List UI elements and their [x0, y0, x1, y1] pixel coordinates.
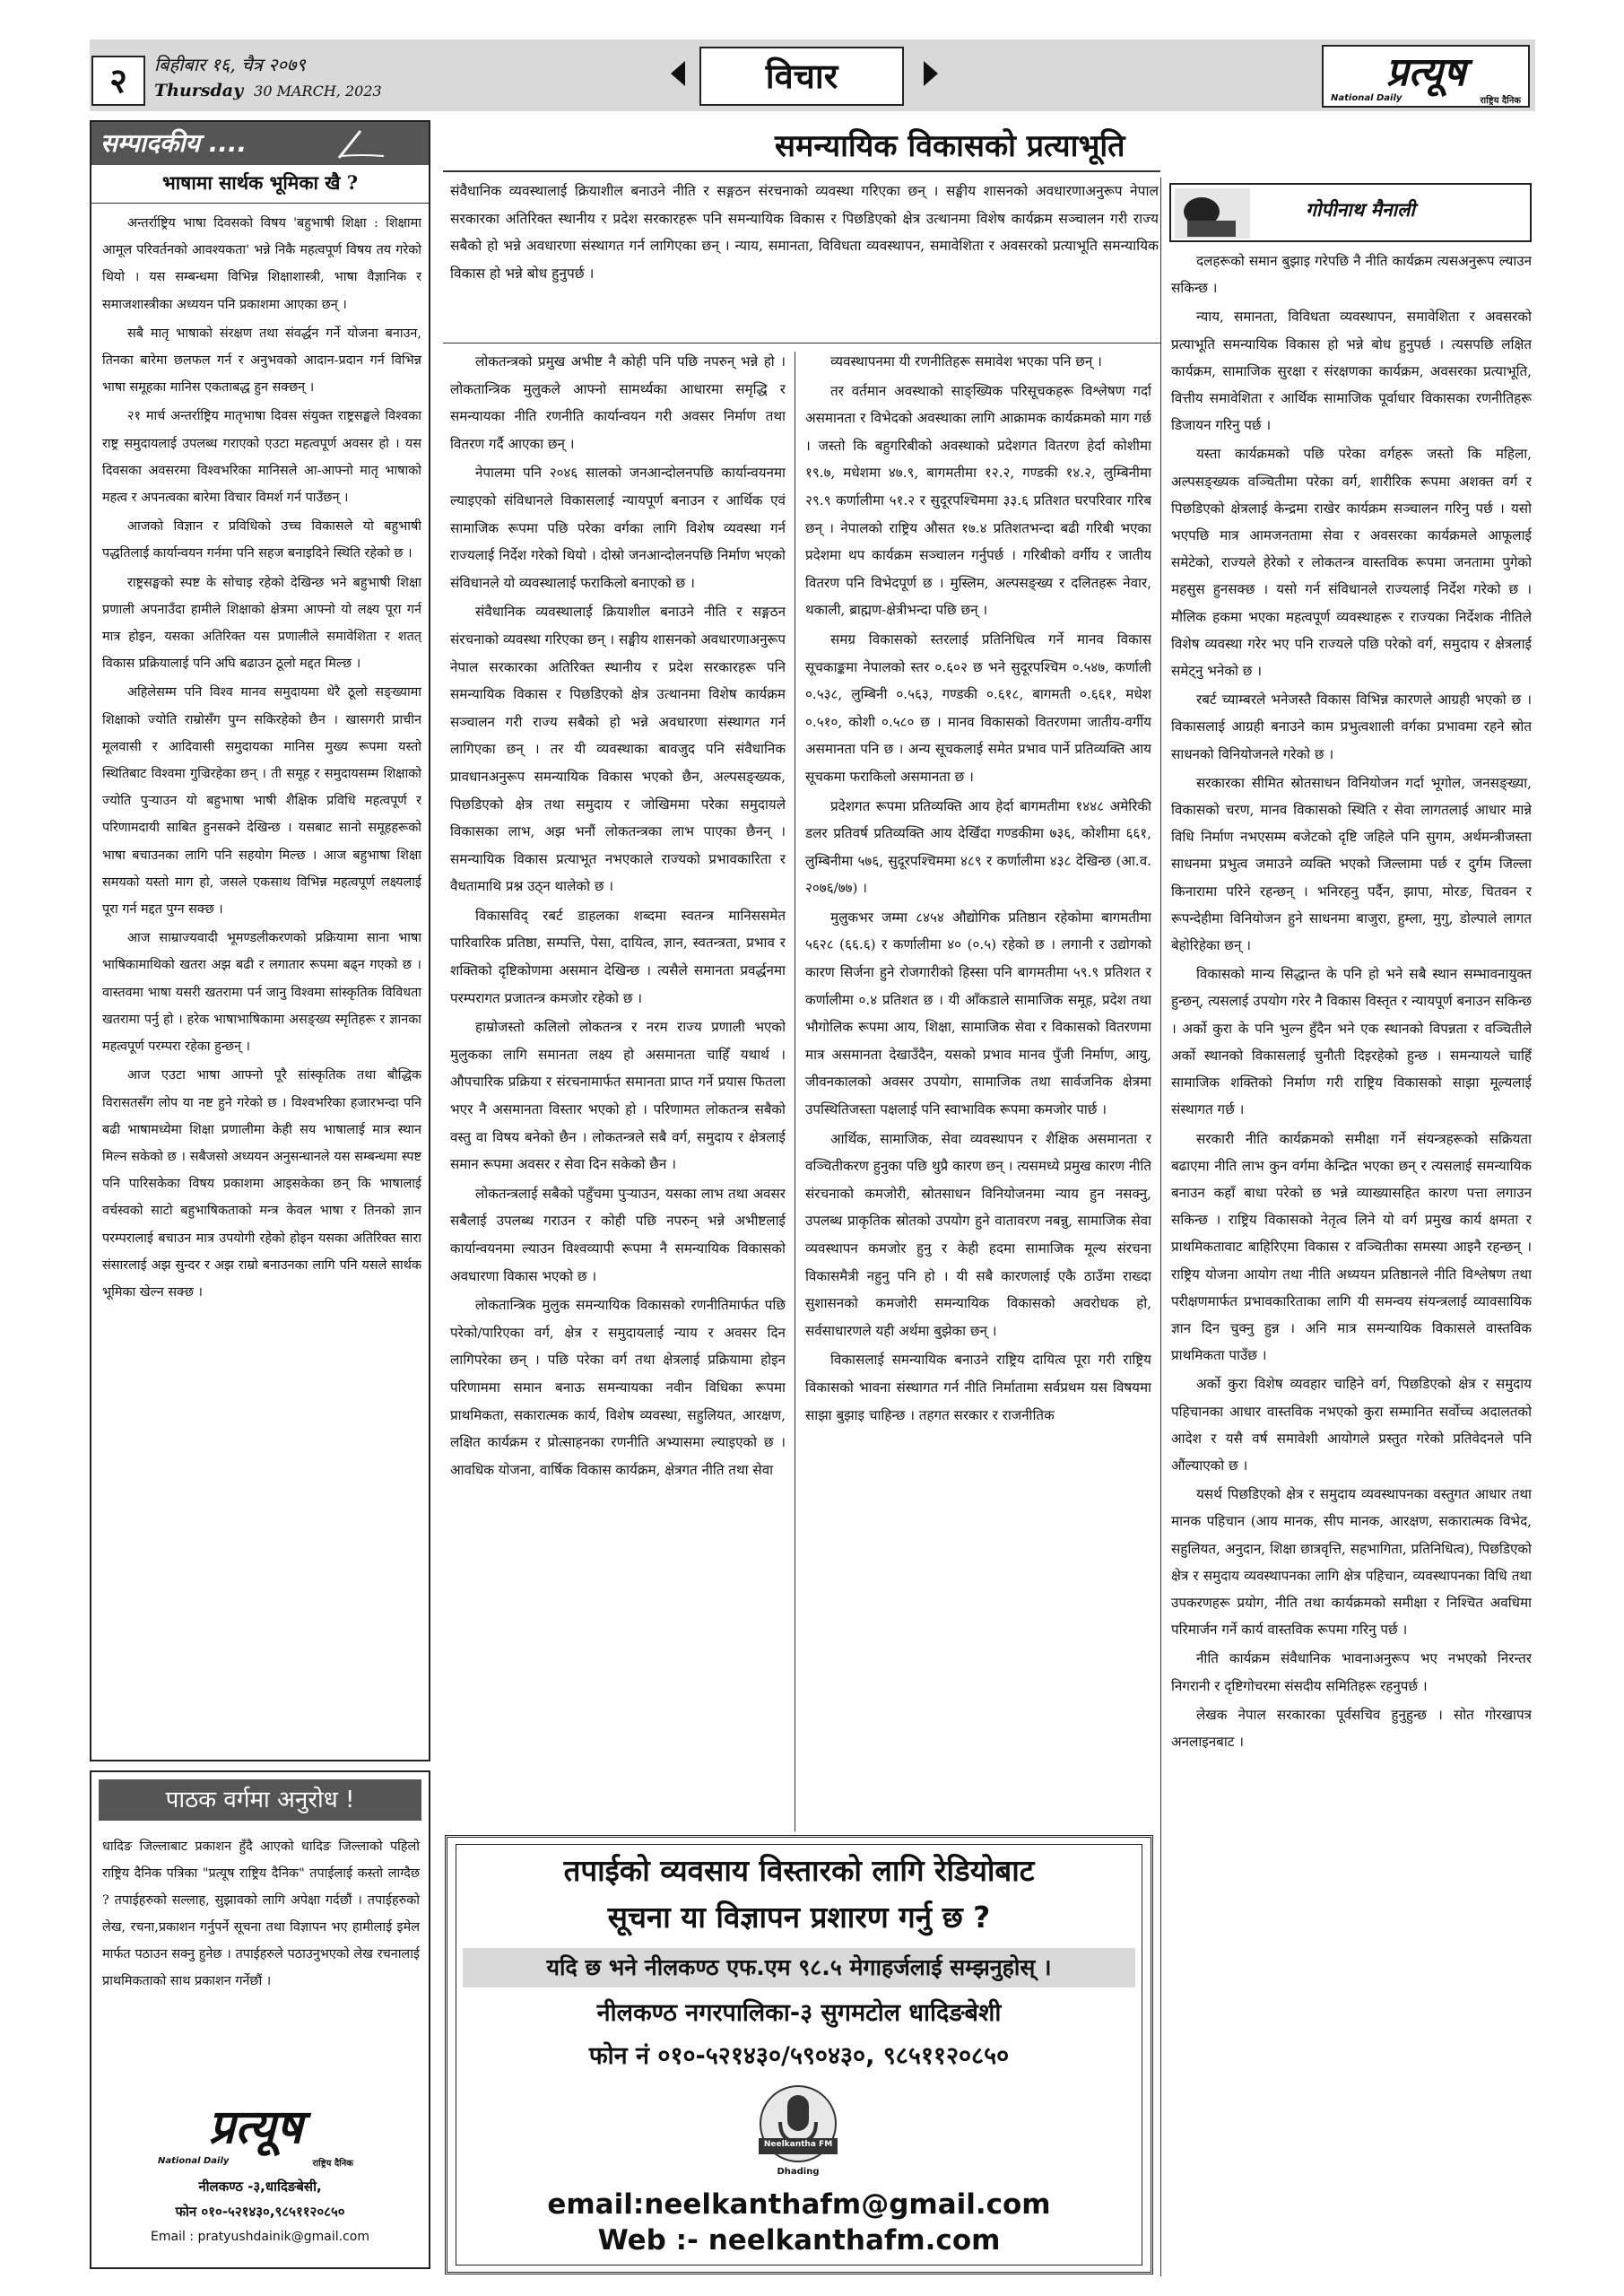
- advert-line-1: तपाईको व्यवसाय विस्तारको लागि रेडियोबाट: [563, 1853, 1035, 1888]
- advert-web[interactable]: Web :- neelkanthafm.com: [597, 2224, 1001, 2257]
- editorial-paragraph: आजको विज्ञान र प्रविधिको उच्च विकासले यो बहुभाषी पद्धतिलाई कार्यान्वयन गर्नमा पनि सहज बनाइदिने स्थिति रहेको छ ।: [102, 519, 421, 561]
- section-right-arrow: [924, 61, 938, 90]
- section-left-arrow: [671, 61, 685, 90]
- article-paragraph: नीति कार्यक्रम संवैधानिक भावनाअनुरूप भए नभएको निरन्तर निगरानी र दृष्टिगोचरमा संसदीय समितिहरू रहनुपर्छ ।: [1171, 1650, 1532, 1694]
- reader-request-text: धादिङ जिल्लाबाट प्रकाशन हुँदै आएको धादिङ जिल्लाको पहिलो राष्ट्रिय दैनिक पत्रिका "प्रत्यूष राष्ट्रिय दैनिक" तपाईलाई कस्तो लाग्दैछ ? तपाईहरुको सल्लाह, सुझावको लागि अपेक्षा गर्दछौं । तपाईहरुको लेख, रचना,प्रकाशन गर्नुपर्ने सूचना तथा विज्ञापन भए हामीलाई इमेल मार्फत पठाउन सक्नु हुनेछ । तपाईहरुले पठाउनुभएको लेख रचनालाई प्राथमिकताको साथ प्रकाशन गर्नेछौं ।: [102, 1839, 420, 1988]
- article-paragraph: विकासविद् रबर्ट डाहलका शब्दमा स्वतन्त्र मानिससमेत पारिवारिक प्रतिष्ठा, सम्पत्ति, पेसा, दायित्व, ज्ञान, स्वतन्त्रता, प्रभाव र शक्तिको दृष्टिकोणमा असमान देखिन्छ । त्यसैले समानता प्रवर्द्धनमा परम्परागत प्रजातन्त्र कमजोर रहेको छ ।: [450, 907, 786, 1006]
- editorial-paragraph: आज साम्राज्यवादी भूमण्डलीकरणको प्रक्रियामा साना भाषा भाषिकामाथिको खतरा अझ बढी र लगातार रूपमा बढ्न गएको छ । वास्तवमा भाषा यसरी खतरामा पर्न जानु विश्वमा सांस्कृतिक विविधता खतरामा पर्नु हो । हरेक भाषाभाषिकामा असङ्ख्य स्मृतिहरू र ज्ञानका महत्वपूर्ण परम्परा रहेका हुन्छन् ।: [102, 931, 421, 1055]
- advert-line-5: फोन नं ०१०-५२१४३०/५९०४३०, ९८५११२०८५०: [588, 2042, 1010, 2070]
- author-box: [1169, 183, 1532, 242]
- article-paragraph: न्याय, समानता, विविधता व्यवस्थापन, समावेशिता र अवसरको प्रत्याभूति समन्यायिक विकास हो भन्ने बोध हुनुपर्छ । त्यसपछि लक्षित कार्यक्रम, सामाजिक सुरक्षा र संरक्षणका कार्यक्रम, अवसरका प्रत्याभूति, वित्तीय समावेशिता र आर्थिक सामाजिक पूर्वाधार विकासका रणनीतिहरू डिजायन गरिनु पर्छ ।: [1171, 309, 1532, 434]
- article-paragraph: मुलुकभर जम्मा ८४५४ औद्योगिक प्रतिष्ठान रहेकोमा बागमतीमा ५६२८ (६६.६) र कर्णालीमा ४० (०.५) रहेको छ । लगानी र उद्योगको कारण सिर्जना हुने रोजगारीको हिस्सा पनि बागमतीमा ५९.९ प्रतिशत र कर्णालीमा ०.४ प्रतिशत छ । यी आँकडाले सामाजिक समूह, प्रदेश तथा भौगोलिक रूपमा आय, शिक्षा, सामाजिक सेवा र विकासको वितरणमा मात्र असमानता देखाउँदैन, यसको प्रभाव मानव पुँजी निर्माण, आयु, जीवनकालको अवसर उपयोग, सामाजिक तथा सार्वजनिक क्षेत्रमा उपस्थितिजस्ता पक्षलाई पनि स्वाभाविक रूपमा कमजोर पार्छ ।: [805, 909, 1151, 1118]
- reader-request-banner: पाठक वर्गमा अनुरोध !: [99, 1779, 421, 1821]
- article-paragraph: व्यवस्थापनमा यी रणनीतिहरू समावेश भएका पनि छन् ।: [830, 353, 1102, 370]
- article-lead: संवैधानिक व्यवस्थालाई क्रियाशील बनाउने नीति र सङ्गठन संरचनाको व्यवस्था गरिएका छन् । सङ्घीय शासनको अवधारणाअनुरूप नेपाल सरकारका अतिरिक्त स्थानीय र प्रदेश सरकारहरू पनि समन्यायिक विकास र पिछडिएको क्षेत्र उत्थानमा विशेष कार्यक्रम सञ्चालन गरी राज्य सबैको हो भन्ने अवधारणा संस्थागत गर्न लागिएका छन् । न्याय, समानता, विविधता व्यवस्थापन, समावेशिता र अवसरको प्रत्याभूति समन्यायिक विकास हो भन्ने बोध हुनुपर्छ ।: [450, 183, 1159, 282]
- article-title: समन्यायिक विकासको प्रत्याभूति: [775, 128, 1125, 164]
- article-paragraph: प्रदेशगत रूपमा प्रतिव्यक्ति आय हेर्दा बागमतीमा १४४८ अमेरिकी डलर प्रतिवर्ष प्रतिव्यक्ति आय देखिँदा गण्डकीमा ७३६, कोशीमा ६६१, लुम्बिनीमा ५७६, सुदूरपश्चिममा ४८९ र कर्णालीमा ४३८ देखिन्छ (आ.व. २०७६/७७) ।: [805, 797, 1151, 897]
- logo-sub-left: National Daily: [158, 2156, 230, 2166]
- article-paragraph: लोकतान्त्रिक मुलुक समन्यायिक विकासको रणनीतिमार्फत पछि परेको/पारिएका वर्ग, क्षेत्र र समुदायलाई न्याय र अवसर दिन लागिपरेका छन् । पछि परेका वर्ग तथा क्षेत्रलाई प्रक्रियामा होइन परिणाममा समान बनाऊ समन्यायका नवीन विधिका रूपमा प्राथमिकता, सकारात्मक कार्य, विशेष व्यवस्था, सहुलियत, आरक्षण, लक्षित कार्यक्रम र प्रोत्साहनका रणनीति अभ्यासमा ल्याइएको छ । आवधिक योजना, वार्षिक विकास कार्यक्रम, क्षेत्रगत नीति तथा सेवा: [450, 1297, 786, 1478]
- article-paragraph: रबर्ट च्याम्बरले भनेजस्तै विकास विभिन्न कारणले आग्रही भएको छ । विकासलाई आग्रही बनाउने काम प्रभुत्वशाली वर्गका प्रभावमा रहने स्रोत साधनको विनियोजनले गरेको छ ।: [1171, 691, 1532, 762]
- column-divider-2: [1160, 178, 1161, 2276]
- logo-sub-right: राष्ट्रिय दैनिक: [1480, 96, 1521, 106]
- editorial-title: भाषामा सार्थक भूमिका खै ?: [161, 171, 358, 194]
- article-paragraph: विकासको मान्य सिद्धान्त के पनि हो भने सबै स्थान सम्भावनायुक्त हुन्छन्, त्यसलाई उपयोग गरेर नै विकास विस्तृत र न्यायपूर्ण बनाउन सकिन्छ । अर्को कुरा के पनि भुल्न हुँदैन भने एक स्थानको विपन्नता र वञ्चितीले अर्को स्थानको विकासलाई चुनौती दिइरहेको हुन्छ । समन्यायले चाहिँ सामाजिक शक्तिको निर्माण गरी राष्ट्रिय विकासको साझा मूल्यलाई संस्थागत गर्छ ।: [1171, 966, 1532, 1118]
- article-paragraph: संवैधानिक व्यवस्थालाई क्रियाशील बनाउने नीति र सङ्गठन संरचनाको व्यवस्था गरिएका छन् । सङ्घीय शासनको अवधारणाअनुरूप नेपाल सरकारका अतिरिक्त स्थानीय र प्रदेश सरकारहरू पनि समन्यायिक विकास र पिछडिएको क्षेत्र उत्थानमा विशेष कार्यक्रम सञ्चालन गरी राज्य सबैको हो भन्ने अवधारणा संस्थागत गर्न लागिएका छन् । तर यी व्यवस्थाका बावजुद पनि संवैधानिक प्रावधानअनुरूप समन्यायिक विकास भएको छैन, अल्पसङ्ख्यक, पिछडिएको क्षेत्र तथा समुदाय र जोखिममा परेका समुदायले विकासका लाभ, अझ भनौं लोकतन्त्रका लाभ पाएका छैनन् । समन्यायिक विकास प्रत्याभूत नभएकाले राज्यको प्रभावकारिता र वैधतामाथि प्रश्न उठ्न थालेको छ ।: [450, 604, 786, 895]
- article-paragraph: सरकारका सीमित स्रोतसाधन विनियोजन गर्दा भूगोल, जनसङ्ख्या, विकासको चरण, मानव विकासको स्थिति र सेवा लागतलाई आधार मान्ने विधि निर्माण नभएसम्म बजेटको दृष्टि जहिले पनि सुगम, अर्थमन्त्रीजस्ता साधनमा प्रभुत्व जमाउने व्यक्ति भएको जिल्लामा पर्छ र दुर्गम जिल्ला किनारामा परिने रहन्छन् । भनिरहनु पर्दैन, झापा, मोरङ, चितवन र रूपन्देहीमा विनियोजन हुने साधनमा बाजुरा, हुम्ला, मुगु, डोल्पाले लागत बेहोरिहेका छन् ।: [1171, 774, 1532, 954]
- section-title: विचार: [699, 47, 904, 106]
- radio-logo-sub: Dhading: [777, 2167, 820, 2177]
- page-number: २: [91, 56, 145, 106]
- reader-request-address: नीलकण्ठ -३,धादिङबेसी,: [198, 2179, 322, 2195]
- editorial-paragraph: २१ मार्च अन्तर्राष्ट्रिय मातृभाषा दिवस संयुक्त राष्ट्रसङ्घले विश्वका राष्ट्र समुदायलाई उपलब्ध गराएको एउटा महत्वपूर्ण अवसर हो । यस दिवसका अवसरमा विश्वभरिका मानिसले आ-आफ्नो मातृ भाषाको महत्व र अपनत्वका बारेमा विचार विमर्श गर्न पाउँछन् ।: [102, 409, 421, 506]
- article-paragraph: नेपालमा पनि २०४६ सालको जनआन्दोलनपछि कार्यान्वयनमा ल्याइएको संविधानले विकासलाई न्यायपूर्ण बनाउन र आर्थिक एवं सामाजिक रूपमा पछि परेका वर्गका लागि विशेष व्यवस्था गर्न राज्यलाई निर्देश गरेको थियो । दोस्रो जनआन्दोलनपछि निर्माण भएको संविधानले यो व्यवस्थालाई फराकिलो बनाएको छ ।: [450, 465, 786, 591]
- article-lead-rule: [443, 343, 1160, 344]
- editorial-paragraph: राष्ट्रसङ्घको स्पष्ट के सोचाइ रहेको देखिन्छ भने बहुभाषी शिक्षा प्रणाली अपनाउँदा हामीले शिक्षाको क्षेत्रमा आफ्नो यो लक्ष्य पूरा गर्न मात्र होइन, यसका अतिरिक्त यस प्रणालीले समावेशिता र शतत् विकास प्रक्रियालाई पनि अघि बढाउन ठूलो मद्दत मिल्छ ।: [102, 575, 421, 672]
- editorial-paragraph: सबै मातृ भाषाको संरक्षण तथा संवर्द्धन गर्ने योजना बनाउन, तिनका बारेमा छलफल गर्न र अनुभवको आदान-प्रदान गर्न विभिन्न भाषा समूहका मानिस एकताबद्ध हुन सक्छन् ।: [102, 326, 421, 396]
- article-title-rule: [443, 170, 1160, 172]
- article-paragraph: हाम्रोजस्तो कलिलो लोकतन्त्र र नरम राज्य प्रणाली भएको मुलुकका लागि समानता लक्ष्य हो असमानता चाहिँ यथार्थ । औपचारिक प्रक्रिया र संरचनामार्फत समानता प्राप्त गर्ने प्रयास फितला भएर नै असमानता विस्तार भएको हो । परिणामत लोकतन्त्र सबैको वस्तु वा विषय बनेको छैन । लोकतन्त्रले सबै वर्ग, समुदाय र क्षेत्रलाई समान रूपमा अवसर र सेवा दिन सकेको छैन ।: [450, 1019, 786, 1173]
- article-column-3: [1171, 248, 1532, 2283]
- article-paragraph: यसर्थ पिछडिएको क्षेत्र र समुदाय व्यवस्थापनका वस्तुगत आधार तथा मानक पहिचान (आय मानक, सीप मानक, आरक्षण, सकारात्मक विभेद, सहुलियत, अनुदान, शिक्षा छात्रवृत्ति, सहभागिता, प्रतिनिधित्व), पिछडिएको क्षेत्र र समुदाय व्यवस्थापनका लागि क्षेत्र पहिचान, व्यवस्थापनका विधि तथा उपकरणहरू प्रयोग, नीति तथा कार्यक्रमको समीक्षा र निश्चित अवधिमा परिमार्जन गर्ने कार्य वास्तविक रूपमा गरिनु पर्छ ।: [1171, 1486, 1532, 1639]
- editorial-banner-text: सम्पादकीय ....: [100, 128, 248, 158]
- logo-text: प्रत्यूष: [208, 2100, 303, 2154]
- author-name: गोपीनाथ मैनाली: [1306, 198, 1415, 221]
- article-column-2: [805, 348, 1151, 1828]
- pen-icon: [334, 127, 387, 161]
- date-english: [154, 81, 382, 100]
- editorial-title-rule: [91, 203, 429, 204]
- article-paragraph: लोकतन्त्रलाई सबैको पहुँचमा पुर्‍याउन, यसका लाभ तथा अवसर सबैलाई उपलब्ध गराउन र कोही पछि नपरुन् भन्ने अभीष्टलाई कार्यान्वयनमा ल्याउन विश्वव्यापी रूपमा नै समन्यायिक विकासको अवधारणा विकास भएको छ ।: [450, 1185, 786, 1284]
- editorial-paragraph: आज एउटा भाषा आफ्नो पूरै सांस्कृतिक तथा बौद्धिक विरासतसँग लोप या नष्ट हुने गरेको छ । विश्वभरिका हजारभन्दा पनि बढी भाषामध्येमा शिक्षा प्रणालीमा केही सय भाषालाई मात्र स्थान मिल्न सकेको छ । सबैजसो अध्ययन अनुसन्धानले यस सम्बन्धमा स्पष्ट पनि पारिसकेका विषय प्रकाशमा आइसकेका छन् कि भाषालाई वर्चस्वको साटो बहुभाषिकताको मन्त्र केवल भाषा र तिनको ज्ञान परम्परालाई बचाउन मात्र उपयोगी रहेको होइन यसका अतिरिक्त सारा संसारलाई अझ सुन्दर र अझ राम्रो बनाउनका लागि पनि यसले सार्थक भूमिका खेल्न सक्छ ।: [102, 1068, 421, 1300]
- article-paragraph: तर वर्तमान अवस्थाको साङ्ख्यिक परिसूचकहरू विश्लेषण गर्दा असमानता र विभेदको अवस्थाका लागि आक्रामक कार्यक्रमको माग गर्छ । जस्तो कि बहुगरिबीको अवस्थाको प्रदेशगत वितरण हेर्दा कोशीमा १९.७, मधेशमा ४७.९, बागमतीमा १२.२, गण्डकी १४.२, लुम्बिनीमा २९.९ कर्णालीमा ५१.२ र सुदूरपश्चिममा ३३.६ प्रतिशत घरपरिवार गरिब छन् । नेपालको राष्ट्रिय औसत १७.४ प्रतिशतभन्दा बढी गरिबी भएका प्रदेशमा थप कार्यक्रम सञ्चालन गर्नुपर्छ । गरिबीको वर्गीय र जातीय वितरण पनि विभेदपूर्ण छ । मुस्लिम, अल्पसङ्ख्य र दलितहरू नेवार, थकाली, ब्राह्मण-क्षेत्रीभन्दा पछि छन् ।: [805, 382, 1151, 619]
- article-paragraph: यस्ता कार्यक्रमको पछि परेका वर्गहरू जस्तो कि महिला, अल्पसङ्ख्यक वञ्चितीमा परेका वर्ग, शारीरिक रूपमा अशक्त वर्ग र पिछडिएको क्षेत्रलाई केन्द्रमा राखेर कार्यक्रम सञ्चालन गरिनु पर्छ । यसो भएपछि मात्र आमजनतामा सेवा र अवसरका कार्यक्रमले आफूलाई समेटेको, राज्यले हेरेको र लोकतन्त्र वास्तविक रूपमा जनतामा पुगेको महसुस हुनसक्छ । यसो गर्न संविधानले राज्यलाई निर्देश गरेको छ । मौलिक हकमा भएका महत्वपूर्ण व्यवस्थाहरू र राज्यका निर्देशक नीतिले विशेष व्यवस्था गरेर भए पनि राज्यले पछि परेको वर्ग, समुदाय र क्षेत्रलाई समेट्नु भनेको छ ।: [1171, 446, 1532, 680]
- article-paragraph: समग्र विकासको स्तरलाई प्रतिनिधित्व गर्ने मानव विकास सूचकाङ्कमा नेपालको स्तर ०.६०२ छ भने सुदूरपश्चिम ०.५४७, कर्णाली ०.५३८, लुम्बिनी ०.५६३, गण्डकी ०.६१८, बागमती ०.६६१, मधेश ०.५१०, कोशी ०.५८० छ । मानव विकासको वितरणमा जातीय-वर्गीय असमानता पनि छ । अन्य सूचकलाई समेत प्रभाव पार्ने प्रतिव्यक्ति आय सूचकमा फराकिलो असमानता छ ।: [805, 631, 1151, 785]
- editorial-paragraph: अन्तर्राष्ट्रिय भाषा दिवसको विषय 'बहुभाषी शिक्षा : शिक्षामा आमूल परिवर्तनको आवश्यकता' भन्ने निकै महत्वपूर्ण विषय तय गरेको थियो । यस सम्बन्धमा विभिन्न शिक्षाशास्त्री, भाषा वैज्ञानिक र समाजशास्त्रीका अध्ययन पनि प्रकाशमा आएका छन् ।: [102, 216, 421, 312]
- article-paragraph: अर्को कुरा विशेष व्यवहार चाहिने वर्ग, पिछडिएको क्षेत्र र समुदाय पहिचानका आधार वास्तविक नभएको कुरा सम्मानित सर्वोच्च अदालतको आदेश र यसै वर्ष समावेशी आयोगले प्रस्तुत गरेको प्रतिवेदनले पनि औंल्याएको छ ।: [1171, 1376, 1532, 1474]
- day-english: Thursday: [154, 81, 244, 100]
- article-paragraph: सरकारी नीति कार्यक्रमको समीक्षा गर्ने संयन्त्रहरूको सक्रियता बढाएमा नीति लाभ कुन वर्गमा केन्द्रित भएका छन् र त्यसलाई समन्यायिक बनाउन कहाँ बाधा परेको छ भन्ने व्याख्यासहित कारण पत्ता लगाउन सकिन्छ । राष्ट्रिय विकासको नेतृत्व लिने यो वर्ग प्रमुख कार्य क्षमता र प्राथमिकतावाट बाहिरिएमा विकास र वञ्चितीका समस्या आइनै रहन्छन् । राष्ट्रिय योजना आयोग तथा नीति अध्ययन प्रतिष्ठानले नीति विश्लेषण तथा परीक्षणमार्फत प्रभावकारिताका लागि यी समन्वय संयन्त्रलाई व्यावसायिक ज्ञान दिन चुक्नु हुन्न । अनि मात्र समन्यायिक विकासले वास्तविक प्राथमिकता पाउँछ ।: [1171, 1130, 1532, 1364]
- author-photo-icon: [1175, 188, 1250, 239]
- date-nepali: बिहीबार १६, चैत्र २०७९: [154, 54, 306, 75]
- date-english-value: 30 MARCH, 2023: [254, 83, 382, 100]
- article-paragraph: दलहरूको समान बुझाइ गरेपछि नै नीति कार्यक्रम त्यसअनुरूप ल्याउन सकिन्छ ।: [1171, 253, 1532, 297]
- microphone-icon: [741, 2083, 855, 2165]
- logo-sub-left: National Daily: [1331, 93, 1403, 103]
- advert-line-4: नीलकण्ठ नगरपालिका-३ सुगमटोल धादिङबेशी: [596, 1999, 1002, 2027]
- article-paragraph: लेखक नेपाल सरकारका पूर्वसचिव हुनुहुन्छ । सोत गोरखापत्र अनलाइनबाट ।: [1171, 1706, 1532, 1750]
- article-paragraph: विकासलाई समन्यायिक बनाउने राष्ट्रिय दायित्व पूरा गरी राष्ट्रिय विकासको भावना संस्थागत गर्न नीति निर्मातामा सर्वप्रथम यस विषयमा साझा बुझाइ चाहिन्छ । तहगत सरकार र राजनीतिक: [805, 1352, 1151, 1423]
- advert-line-3: यदि छ भने नीलकण्ठ एफ.एम ९८.५ मेगाहर्जलाई सम्झनुहोस् ।: [463, 1948, 1135, 1987]
- logo-text: प्रत्यूष: [1385, 49, 1466, 95]
- masthead-logo: [1322, 45, 1530, 108]
- article-column-1: [450, 348, 786, 1828]
- advert-email[interactable]: email:neelkanthafm@gmail.com: [547, 2188, 1051, 2221]
- reader-request-phone: फोन ०१०-५२१४३०,९८५११२०८५०: [175, 2204, 345, 2220]
- article-paragraph: आर्थिक, सामाजिक, सेवा व्यवस्थापन र शैक्षिक असमानता र वञ्चितीकरण हुनुका पछि थुप्रै कारण छन् । त्यसमध्ये प्रमुख कारण नीति संरचनाको कमजोरी, स्रोतसाधन विनियोजनमा न्याय हुन नसक्नु, उपलब्ध प्राकृतिक स्रोतको उपयोग हुने वातावरण नबन्नु, सामाजिक सेवा व्यवस्थापन कमजोर हुनु र केही हदमा सामाजिक मूल्य संरचना विकासमैत्री नहुनु पनि हो । यी सबै कारणलाई एकै ठाउँमा राख्दा सुशासनको कमजोरी समन्यायिक विकासको अवरोधक हो, सर्वसाधारणले यही अर्थमा बुझेका छन् ।: [805, 1130, 1151, 1339]
- reader-request-logo: [152, 2100, 359, 2170]
- editorial-banner: [91, 122, 429, 165]
- editorial-paragraph: अहिलेसम्म पनि विश्व मानव समुदायमा धेरै ठूलो सङ्ख्यामा शिक्षाको ज्योति राम्रोसँग पुग्न सकिरहेको छैन । खासगरी प्राचीन मूलवासी र आदिवासी समुदायका मानिस मुख्य रूपमा यस्तो स्थितिबाट विश्वमा गुज्रिरहेका छन् । ती समूह र समुदायसम्म शिक्षाको ज्योति पुर्‍याउन यो बहुभाषा भाषी शैक्षिक प्रविधि महत्वपूर्ण र परिणामदायी साबित हुनसक्ने देखिन्छ । यसबाट सानो समूहहरूको भाषा बचाउनका लागि पनि सहयोग मिल्छ । आज बहुभाषा शिक्षा समयको यस्तो माग हो, जसले एकसाथ विभिन्न महत्वपूर्ण लक्ष्यलाई पूरा गर्न मद्दत पुग्न सक्छ ।: [102, 685, 421, 918]
- editorial-body: [102, 210, 421, 1752]
- reader-request-email: Email : pratyushdainik@gmail.com: [151, 2230, 369, 2244]
- radio-logo: [741, 2083, 855, 2192]
- logo-sub-right: राष्ट्रिय दैनिक: [312, 2159, 353, 2169]
- radio-logo-text: Neelkantha FM: [763, 2140, 833, 2149]
- article-paragraph: लोकतन्त्रको प्रमुख अभीष्ट नै कोही पनि पछि नपरुन् भन्ने हो । लोकतान्त्रिक मुलुकले आफ्नो सामर्थ्यका आधारमा समृद्धि र समन्यायका नीति रणनीति कार्यान्वयन गरी अवसर निर्माण तथा वितरण गर्दै आएका छन् ।: [450, 353, 786, 452]
- advert-line-2: सूचना या विज्ञापन प्रशारण गर्नु छ ?: [607, 1900, 991, 1935]
